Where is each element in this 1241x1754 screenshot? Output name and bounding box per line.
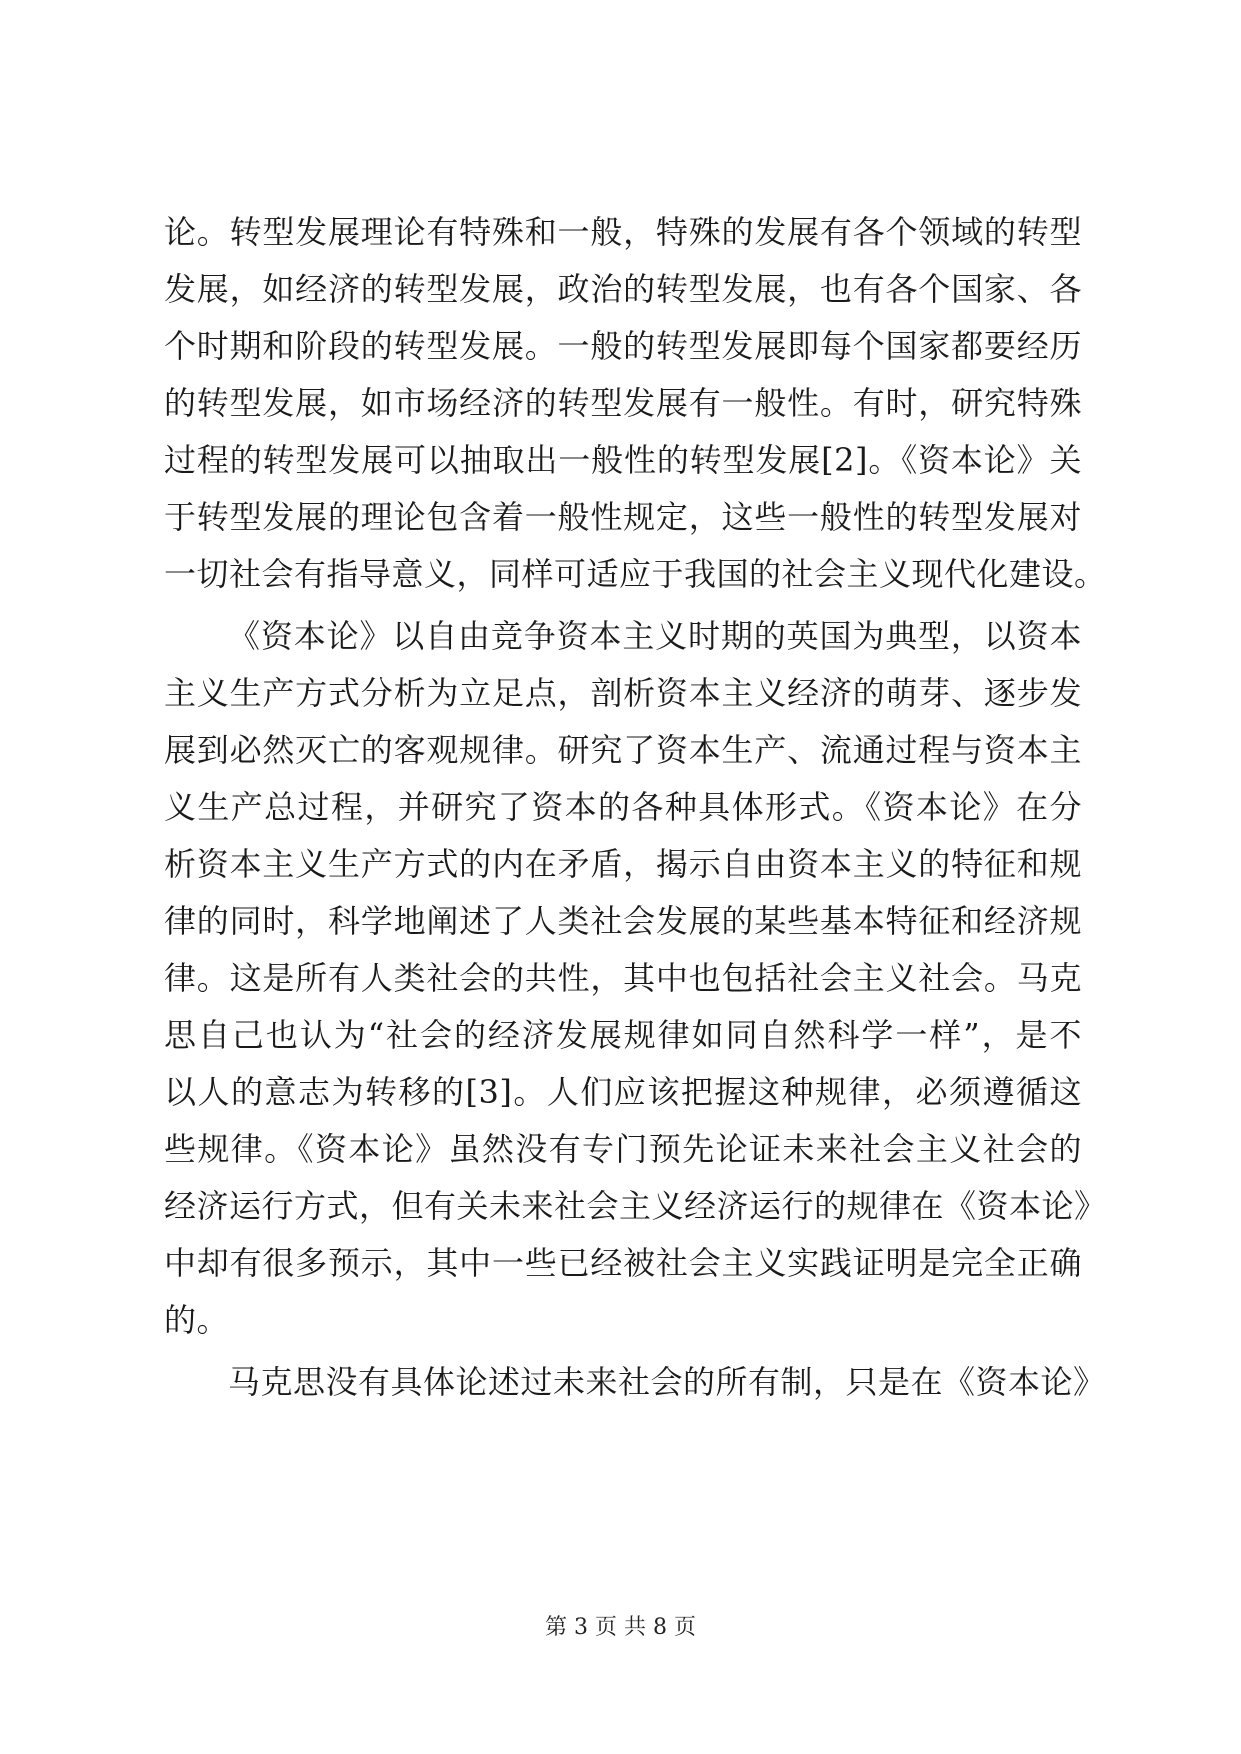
text-line: 律。这是所有人类社会的共性，其中也包括社会主义社会。马克	[164, 959, 1082, 997]
paragraph-3	[164, 1354, 1106, 1411]
text-line: 思自己也认为“社会的经济发展规律如同自然科学一样”，是不	[164, 1016, 1082, 1054]
paragraph-2	[164, 608, 1107, 1349]
text-line: 个时期和阶段的转型发展。一般的转型发展即每个国家都要经历	[164, 327, 1082, 365]
body-text	[164, 204, 1107, 1411]
text-line: 中却有很多预示，其中一些已经被社会主义实践证明是完全正确	[164, 1244, 1082, 1282]
text-line: 过程的转型发展可以抽取出一般性的转型发展[2]。《资本论》关	[164, 441, 1082, 479]
text-line: 析资本主义生产方式的内在矛盾，揭示自由资本主义的特征和规	[164, 845, 1082, 883]
text-line: 马克思没有具体论述过未来社会的所有制，只是在《资本论》	[228, 1363, 1106, 1401]
text-line: 义生产总过程，并研究了资本的各种具体形式。《资本论》在分	[164, 788, 1082, 826]
text-line: 以人的意志为转移的[3]。人们应该把握这种规律，必须遵循这	[164, 1073, 1082, 1111]
text-line: 主义生产方式分析为立足点，剖析资本主义经济的萌芽、逐步发	[164, 674, 1082, 712]
text-line: 的转型发展，如市场经济的转型发展有一般性。有时，研究特殊	[164, 384, 1082, 422]
text-line: 经济运行方式，但有关未来社会主义经济运行的规律在《资本论》	[164, 1187, 1107, 1225]
text-line: 于转型发展的理论包含着一般性规定，这些一般性的转型发展对	[164, 498, 1082, 536]
text-line: 律的同时，科学地阐述了人类社会发展的某些基本特征和经济规	[164, 902, 1082, 940]
text-line: 发展，如经济的转型发展，政治的转型发展，也有各个国家、各	[164, 270, 1082, 308]
text-line: 《资本论》以自由竞争资本主义时期的英国为典型，以资本	[228, 617, 1082, 655]
text-line: 一切社会有指导意义，同样可适应于我国的社会主义现代化建设。	[164, 555, 1107, 593]
text-line: 的。	[164, 1301, 230, 1339]
page-number-footer: 第 3 页 共 8 页	[545, 1615, 696, 1640]
text-line: 论。转型发展理论有特殊和一般，特殊的发展有各个领域的转型	[164, 213, 1082, 251]
text-line: 展到必然灭亡的客观规律。研究了资本生产、流通过程与资本主	[164, 731, 1082, 769]
paragraph-1	[164, 204, 1107, 603]
text-line: 些规律。《资本论》虽然没有专门预先论证未来社会主义社会的	[164, 1130, 1082, 1168]
